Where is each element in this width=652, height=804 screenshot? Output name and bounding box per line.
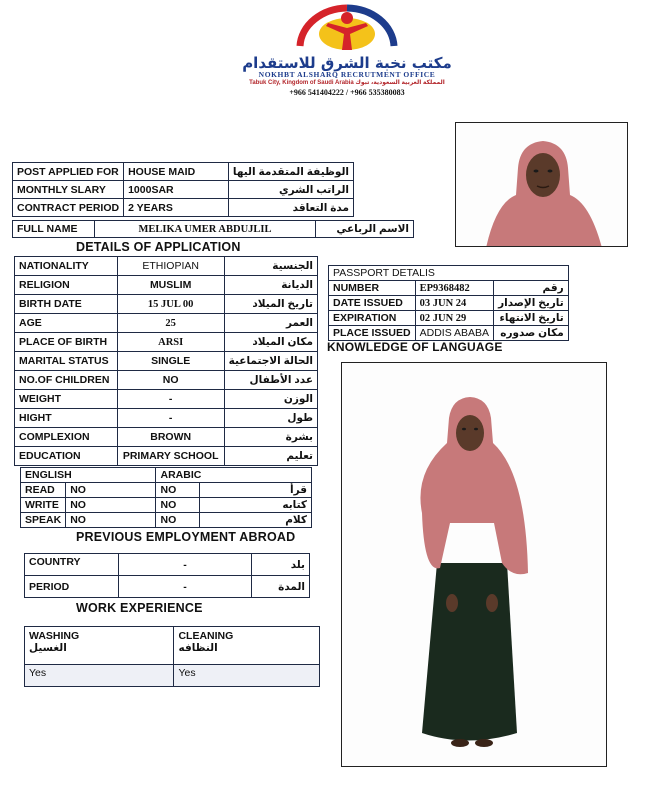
- details-table: [14, 256, 318, 466]
- table-row: [21, 468, 312, 483]
- nationality-label: NATIONALITY: [15, 257, 118, 276]
- marital-status-label: MARITAL STATUS: [15, 352, 118, 371]
- birth-date-label: BIRTH DATE: [15, 295, 118, 314]
- marital-status-label-ar: الحالة الاجتماعية: [224, 352, 317, 371]
- full-name-table: [12, 220, 414, 238]
- children-label-ar: عدد الأطفال: [224, 371, 317, 390]
- marital-status-value: SINGLE: [117, 352, 224, 371]
- place-issued-value: ADDIS ABABA: [415, 326, 493, 341]
- date-issued-label: DATE ISSUED: [329, 296, 416, 311]
- table-row: [15, 257, 318, 276]
- headshot-photo: [455, 122, 628, 247]
- table-row: [329, 266, 569, 281]
- period-label: PERIOD: [25, 576, 119, 598]
- job-table: [12, 162, 354, 217]
- speak-english-value: NO: [66, 513, 156, 528]
- company-name-en: NOKHBT ALSHARQ RECRUTMENT OFFICE: [258, 70, 436, 79]
- contract-period-label: CONTRACT PERIOD: [13, 199, 124, 217]
- company-logo: [292, 4, 402, 54]
- write-english-value: NO: [66, 498, 156, 513]
- table-row: [15, 409, 318, 428]
- contract-period-label-ar: مدة التعاقد: [228, 199, 353, 217]
- religion-label: RELIGION: [15, 276, 118, 295]
- read-english-value: NO: [66, 483, 156, 498]
- passport-table: [328, 265, 569, 341]
- education-label: EDUCATION: [15, 447, 118, 466]
- table-row: [329, 326, 569, 341]
- height-label: HIGHT: [15, 409, 118, 428]
- speak-arabic-value: NO: [156, 513, 200, 528]
- age-label: AGE: [15, 314, 118, 333]
- passport-title: PASSPORT DETALIS: [329, 266, 569, 281]
- employment-table: [24, 553, 310, 598]
- children-value: NO: [117, 371, 224, 390]
- table-row: [329, 311, 569, 326]
- table-row: [25, 576, 310, 598]
- company-location: Tabuk City, Kingdom of Saudi Arabia المملكة العربية السعودية، تبوك: [249, 80, 445, 86]
- employment-heading: PREVIOUS EMPLOYMENT ABROAD: [76, 530, 296, 544]
- education-value: PRIMARY SCHOOL: [117, 447, 224, 466]
- place-of-birth-label-ar: مكان الميلاد: [224, 333, 317, 352]
- table-row: [15, 276, 318, 295]
- cleaning-label-ar: النظافه: [178, 642, 218, 654]
- table-row: [15, 390, 318, 409]
- country-label-ar: بلد: [252, 554, 310, 576]
- date-issued-value: 03 JUN 24: [415, 296, 493, 311]
- cleaning-value: Yes: [174, 665, 320, 687]
- religion-value: MUSLIM: [117, 276, 224, 295]
- complexion-label: COMPLEXION: [15, 428, 118, 447]
- write-label: WRITE: [21, 498, 66, 513]
- work-heading: WORK EXPERIENCE: [76, 601, 203, 615]
- table-row: [15, 447, 318, 466]
- table-row: [15, 352, 318, 371]
- read-label: READ: [21, 483, 66, 498]
- details-heading: DETAILS OF APPLICATION: [76, 240, 241, 254]
- nationality-value: ETHIOPIAN: [117, 257, 224, 276]
- washing-label: WASHING: [29, 630, 80, 642]
- company-name-ar: مكتب نخبة الشرق للاستقدام: [242, 54, 452, 72]
- period-value: -: [118, 576, 251, 598]
- write-arabic-value: NO: [156, 498, 200, 513]
- table-row: [25, 554, 310, 576]
- cleaning-cell: [174, 627, 320, 665]
- english-header: ENGLISH: [21, 468, 156, 483]
- work-table: [24, 626, 320, 687]
- person-full-body-icon: [342, 363, 607, 767]
- date-issued-label-ar: تاريخ الإصدار: [494, 296, 569, 311]
- post-applied-label-ar: الوظيفة المتقدمة اليها: [228, 163, 353, 181]
- religion-label-ar: الديانة: [224, 276, 317, 295]
- monthly-salary-label-ar: الراتب الشري: [228, 181, 353, 199]
- speak-label: SPEAK: [21, 513, 66, 528]
- cleaning-label: CLEANING: [178, 630, 234, 642]
- language-table: [20, 467, 312, 528]
- washing-value: Yes: [25, 665, 174, 687]
- table-row: [15, 371, 318, 390]
- read-arabic-value: NO: [156, 483, 200, 498]
- complexion-value: BROWN: [117, 428, 224, 447]
- read-label-ar: قرأ: [200, 483, 312, 498]
- language-heading: KNOWLEDGE OF LANGUAGE: [327, 340, 503, 354]
- washing-label-ar: الغسيل: [29, 642, 67, 654]
- table-row: [13, 163, 354, 181]
- table-row: [15, 333, 318, 352]
- post-applied-value: HOUSE MAID: [124, 163, 229, 181]
- complexion-label-ar: بشرة: [224, 428, 317, 447]
- passport-number-label-ar: رقم: [494, 281, 569, 296]
- arabic-header: ARABIC: [156, 468, 312, 483]
- table-row: [21, 498, 312, 513]
- contract-period-value: 2 YEARS: [124, 199, 229, 217]
- height-value: -: [117, 409, 224, 428]
- age-label-ar: العمر: [224, 314, 317, 333]
- passport-number-value: EP9368482: [415, 281, 493, 296]
- table-row: [25, 627, 320, 665]
- birth-date-label-ar: تاريخ الميلاد: [224, 295, 317, 314]
- washing-cell: [25, 627, 174, 665]
- person-portrait-icon: [456, 123, 628, 247]
- table-row: [329, 296, 569, 311]
- table-row: [13, 199, 354, 217]
- country-value: -: [118, 554, 251, 576]
- place-issued-label: PLACE ISSUED: [329, 326, 416, 341]
- speak-label-ar: كلام: [200, 513, 312, 528]
- write-label-ar: كتابه: [200, 498, 312, 513]
- monthly-salary-label: MONTHLY SLARY: [13, 181, 124, 199]
- passport-number-label: NUMBER: [329, 281, 416, 296]
- weight-value: -: [117, 390, 224, 409]
- full-body-photo: [341, 362, 607, 767]
- table-row: [15, 314, 318, 333]
- birth-date-value: 15 JUL 00: [117, 295, 224, 314]
- weight-label: WEIGHT: [15, 390, 118, 409]
- children-label: NO.OF CHILDREN: [15, 371, 118, 390]
- height-label-ar: طول: [224, 409, 317, 428]
- table-row: [15, 428, 318, 447]
- monthly-salary-value: 1000SAR: [124, 181, 229, 199]
- company-phones: +966 541404222 / +966 535380083: [289, 88, 405, 97]
- expiration-label-ar: تاريخ الانتهاء: [494, 311, 569, 326]
- expiration-label: EXPIRATION: [329, 311, 416, 326]
- age-value: 25: [117, 314, 224, 333]
- place-of-birth-value: ARSI: [117, 333, 224, 352]
- table-row: [21, 483, 312, 498]
- logo-emblem-icon: [292, 4, 402, 54]
- full-name-label-ar: الاسم الرباعي: [316, 221, 414, 238]
- expiration-value: 02 JUN 29: [415, 311, 493, 326]
- weight-label-ar: الوزن: [224, 390, 317, 409]
- table-row: [21, 513, 312, 528]
- table-row: [15, 295, 318, 314]
- place-issued-label-ar: مكان صدوره: [494, 326, 569, 341]
- full-name-value: MELIKA UMER ABDUJLIL: [94, 221, 315, 238]
- education-label-ar: تعليم: [224, 447, 317, 466]
- table-row: [25, 665, 320, 687]
- post-applied-label: POST APPLIED FOR: [13, 163, 124, 181]
- period-label-ar: المدة: [252, 576, 310, 598]
- place-of-birth-label: PLACE OF BIRTH: [15, 333, 118, 352]
- full-name-label: FULL NAME: [13, 221, 95, 238]
- table-row: [13, 221, 414, 238]
- country-label: COUNTRY: [25, 554, 119, 576]
- table-row: [13, 181, 354, 199]
- table-row: [329, 281, 569, 296]
- nationality-label-ar: الجنسية: [224, 257, 317, 276]
